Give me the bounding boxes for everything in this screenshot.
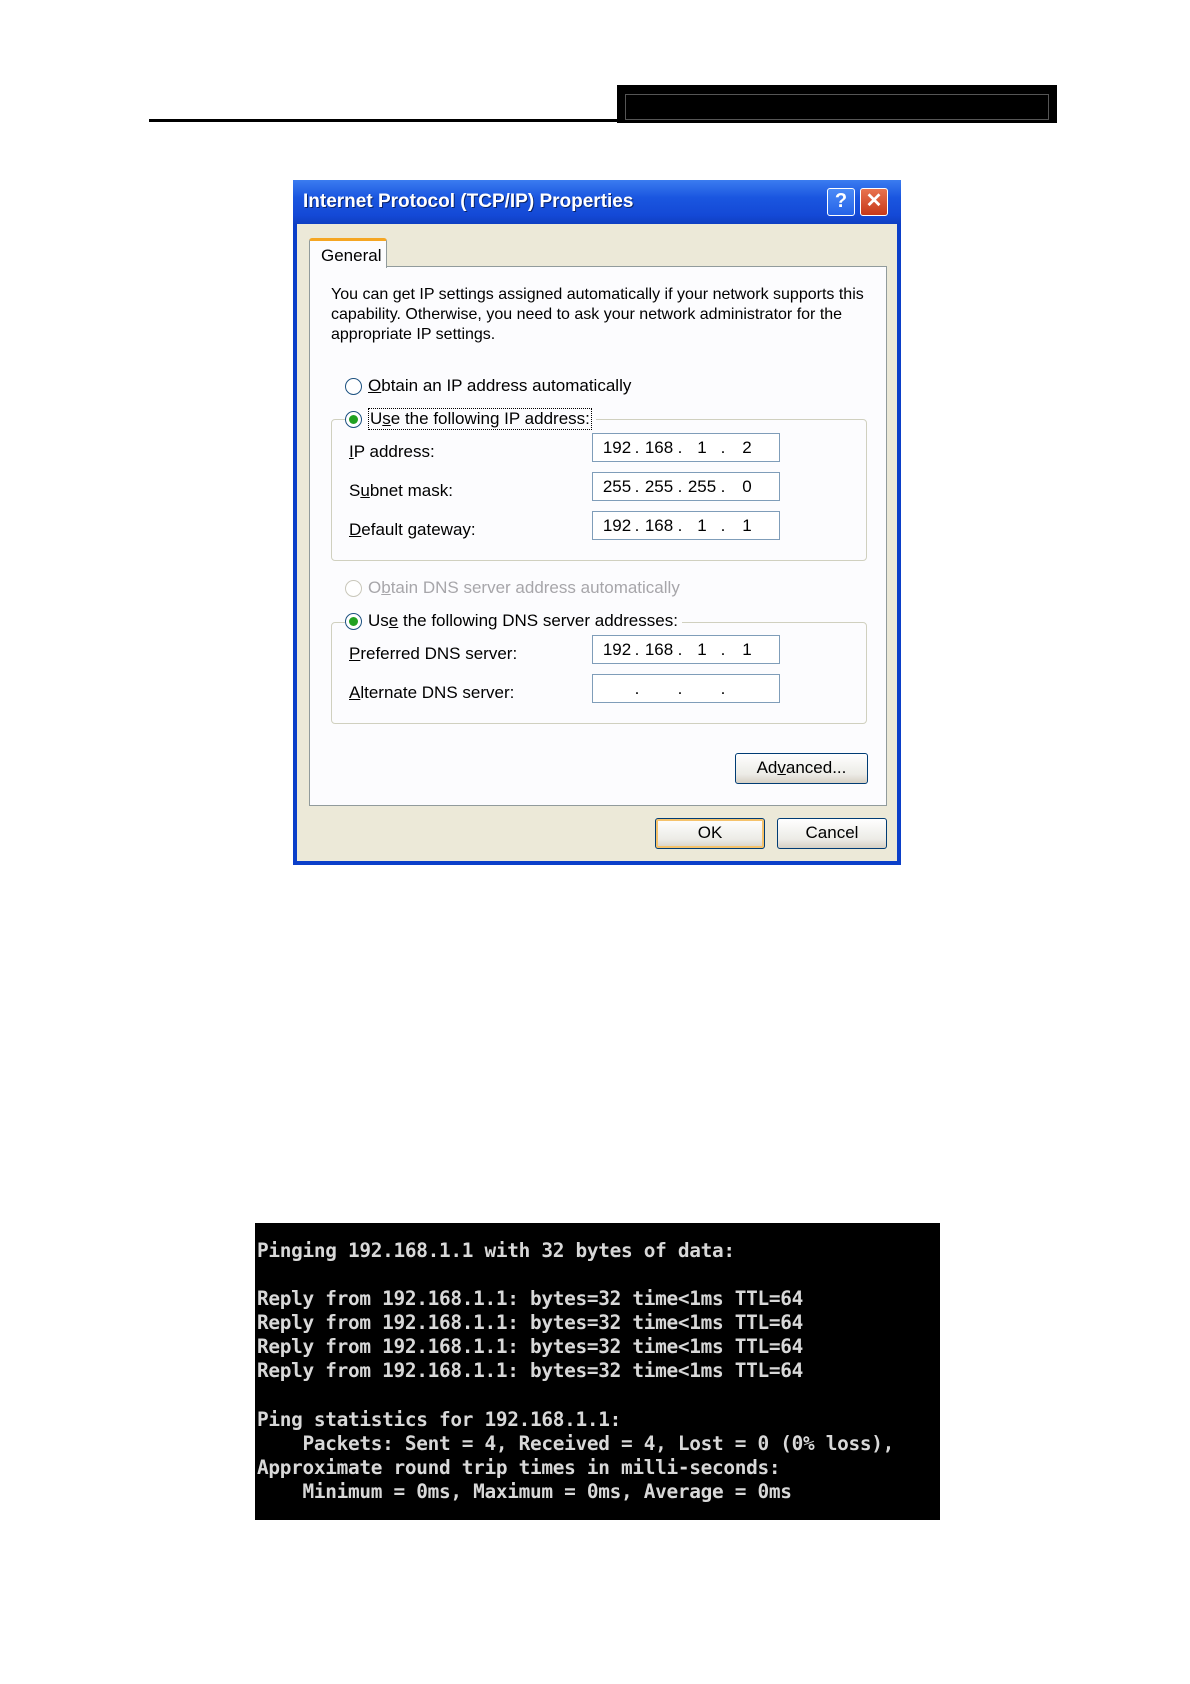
pdns-octet-2: 168: [644, 640, 674, 659]
ip-address-field[interactable]: [592, 433, 780, 462]
radio-use-ip-label: Use the following IP address:: [370, 409, 590, 428]
radio-obtain-ip-circle[interactable]: [345, 378, 362, 395]
adns-dot: .: [677, 679, 683, 698]
radio-use-dns-label: Use the following DNS server addresses:: [368, 611, 678, 630]
dialog-client-area: [297, 224, 897, 861]
title-bar[interactable]: [293, 180, 901, 224]
console-line: Ping statistics for 192.168.1.1:: [257, 1408, 621, 1431]
pdns-octet-4: 1: [742, 640, 752, 659]
mask-dot: .: [677, 477, 683, 496]
ip-dot: .: [677, 438, 683, 457]
ip-dot: .: [720, 438, 726, 457]
mask-octet-4: 0: [742, 477, 752, 496]
console-line: Minimum = 0ms, Maximum = 0ms, Average = 0ms: [257, 1480, 792, 1503]
console-line: Pinging 192.168.1.1 with 32 bytes of data:: [257, 1239, 735, 1262]
mask-octet-3: 255: [687, 477, 717, 496]
default-gateway-label: Default gateway:: [349, 520, 476, 539]
radio-obtain-dns-label: Obtain DNS server address automatically: [368, 578, 680, 597]
radio-obtain-dns[interactable]: [345, 578, 684, 598]
subnet-mask-field[interactable]: [592, 472, 780, 501]
pdns-dot: .: [677, 640, 683, 659]
close-button[interactable]: [860, 188, 888, 216]
radio-use-ip[interactable]: [345, 408, 596, 430]
alternate-dns-label: Alternate DNS server:: [349, 683, 515, 702]
mask-dot: .: [720, 477, 726, 496]
advanced-button[interactable]: Advanced...: [735, 753, 868, 784]
console-line: Reply from 192.168.1.1: bytes=32 time<1ms TTL=64: [257, 1311, 803, 1334]
subnet-mask-label: Subnet mask:: [349, 481, 453, 500]
mask-octet-2: 255: [644, 477, 674, 496]
gw-dot: .: [677, 516, 683, 535]
radio-obtain-dns-circle[interactable]: [345, 580, 362, 597]
console-line: Reply from 192.168.1.1: bytes=32 time<1ms TTL=64: [257, 1359, 803, 1382]
ip-octet-1: 192: [602, 438, 632, 457]
mask-octet-1: 255: [602, 477, 632, 496]
ip-address-label: IP address:: [349, 442, 435, 461]
dialog-title: Internet Protocol (TCP/IP) Properties: [303, 191, 634, 212]
console-line: Reply from 192.168.1.1: bytes=32 time<1ms TTL=64: [257, 1287, 803, 1310]
description-text: You can get IP settings assigned automatically if your network supports this capability. Otherwise, you need to ask your network administrator for the appropriate IP settings.: [331, 286, 864, 343]
ping-console: [255, 1223, 940, 1520]
radio-use-dns-circle[interactable]: [345, 613, 362, 630]
console-line: Packets: Sent = 4, Received = 4, Lost = 0 (0% loss),: [257, 1432, 894, 1455]
preferred-dns-label: Preferred DNS server:: [349, 644, 518, 663]
header-black-box: [617, 85, 1057, 123]
console-line: Reply from 192.168.1.1: bytes=32 time<1ms TTL=64: [257, 1335, 803, 1358]
gw-dot: .: [634, 516, 640, 535]
help-button[interactable]: [827, 188, 855, 216]
ip-octet-4: 2: [742, 438, 752, 457]
radio-obtain-ip-label-text: btain an IP address automatically: [381, 376, 632, 395]
radio-use-ip-circle[interactable]: [345, 411, 362, 428]
radio-use-dns[interactable]: [345, 611, 682, 631]
radio-obtain-ip[interactable]: [345, 376, 635, 396]
cancel-button[interactable]: Cancel: [777, 818, 887, 849]
alternate-dns-field[interactable]: [592, 674, 780, 703]
default-gateway-field[interactable]: [592, 511, 780, 540]
pdns-dot: .: [720, 640, 726, 659]
pdns-octet-3: 1: [697, 640, 707, 659]
gw-octet-4: 1: [742, 516, 752, 535]
adns-dot: .: [720, 679, 726, 698]
pdns-dot: .: [634, 640, 640, 659]
radio-obtain-ip-label: Obtain an IP address automatically: [368, 376, 632, 395]
help-icon: ?: [834, 190, 848, 212]
mask-dot: .: [634, 477, 640, 496]
gw-octet-3: 1: [697, 516, 707, 535]
gw-octet-1: 192: [602, 516, 632, 535]
tab-general[interactable]: General: [309, 238, 387, 268]
general-panel: [309, 266, 887, 806]
ip-octet-3: 1: [697, 438, 707, 457]
gw-octet-2: 168: [644, 516, 674, 535]
gw-dot: .: [720, 516, 726, 535]
adns-dot: .: [634, 679, 640, 698]
console-line: Approximate round trip times in milli-seconds:: [257, 1456, 781, 1479]
close-icon: ✕: [865, 190, 883, 212]
preferred-dns-field[interactable]: [592, 635, 780, 664]
tcpip-properties-dialog: [293, 180, 901, 865]
header-rule: [149, 119, 617, 122]
ip-octet-2: 168: [644, 438, 674, 457]
ip-dot: .: [634, 438, 640, 457]
ok-button[interactable]: OK: [655, 818, 765, 849]
pdns-octet-1: 192: [602, 640, 632, 659]
